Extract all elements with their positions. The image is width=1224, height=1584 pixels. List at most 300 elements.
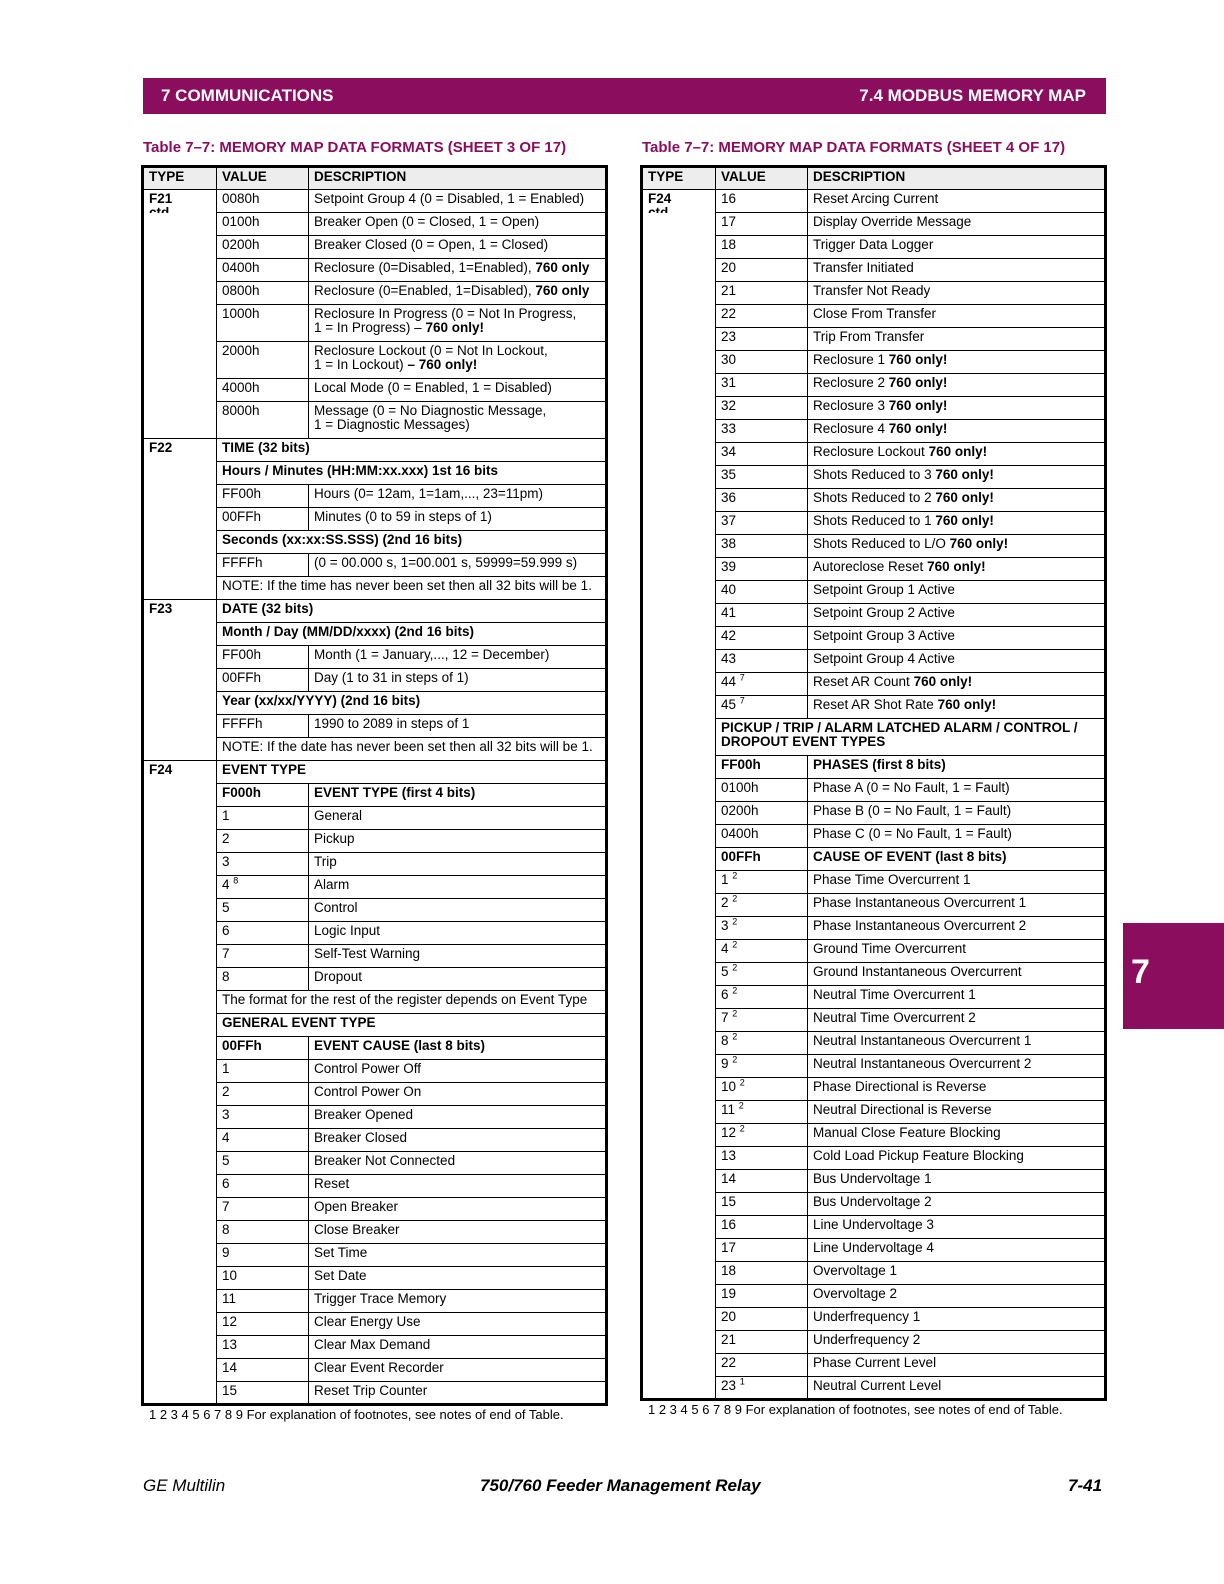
value-cell xyxy=(715,825,807,847)
value-text: 12 xyxy=(222,1314,238,1329)
description-cell xyxy=(807,673,1104,695)
type-cell xyxy=(643,940,715,963)
table-row xyxy=(144,342,605,379)
description-cell xyxy=(807,397,1104,419)
value-text: 38 xyxy=(721,536,737,551)
table-row xyxy=(144,485,605,508)
value-text: 0400h xyxy=(721,826,759,841)
table-row xyxy=(144,853,605,876)
type-cell xyxy=(144,508,216,531)
type-cell xyxy=(144,531,216,554)
table-row xyxy=(643,259,1104,282)
description-cell xyxy=(807,871,1104,893)
description-text: Underfrequency 2 xyxy=(813,1332,921,1347)
table-row xyxy=(643,650,1104,673)
description-cell xyxy=(308,1152,605,1174)
table-row xyxy=(144,577,605,600)
description-cell xyxy=(807,213,1104,235)
table-row xyxy=(144,1221,605,1244)
description-text: Neutral Current Level xyxy=(813,1378,942,1393)
type-cell xyxy=(643,259,715,282)
value-cell xyxy=(715,236,807,258)
description-text: Reclosure 4 xyxy=(813,421,889,436)
value-cell xyxy=(715,558,807,580)
type-cell xyxy=(144,1037,216,1060)
table-row xyxy=(144,1267,605,1290)
value-cell xyxy=(715,420,807,442)
value-text: 6 xyxy=(222,923,230,938)
table-row xyxy=(144,1336,605,1359)
type-cell xyxy=(643,917,715,940)
value-text: 0400h xyxy=(222,260,260,275)
table-row xyxy=(643,1170,1104,1193)
description-text: Control xyxy=(314,900,358,915)
note-760-only: 760 only! xyxy=(935,467,994,482)
type-cell xyxy=(643,963,715,986)
type-cell xyxy=(643,1216,715,1239)
type-cell xyxy=(643,1308,715,1331)
description-cell xyxy=(308,1106,605,1128)
value-text: 23 xyxy=(721,1378,737,1393)
type-cell xyxy=(643,236,715,259)
footnote-ref: 7 xyxy=(739,672,745,683)
footer-page-number: 7-41 xyxy=(1068,1476,1103,1495)
type-cell: F24 xyxy=(643,190,715,213)
left-footnote: 1 2 3 4 5 6 7 8 9 For explanation of footnotes, see notes of end of Table. xyxy=(149,1407,564,1422)
type-cell xyxy=(643,535,715,558)
header-bar xyxy=(143,78,1106,114)
header-description: DESCRIPTION xyxy=(807,168,1104,189)
description-cell xyxy=(308,305,605,341)
footnote-ref: 7 xyxy=(739,695,745,706)
table-row xyxy=(144,439,605,462)
note-760-only: 760 only xyxy=(535,260,590,275)
description-text: Trigger Trace Memory xyxy=(314,1291,447,1306)
value-text: 18 xyxy=(721,1263,737,1278)
value-text: 00FFh xyxy=(721,849,761,864)
value-text: 4 xyxy=(222,1130,230,1145)
description-text: Alarm xyxy=(314,877,350,892)
description-text: Message (0 = No Diagnostic Message, 1 = Diagnostic Messages) xyxy=(314,403,547,432)
description-text: Neutral Instantaneous Overcurrent 1 xyxy=(813,1033,1032,1048)
description-cell xyxy=(308,1060,605,1082)
type-cell xyxy=(144,945,216,968)
value-text: FF00h xyxy=(721,757,761,772)
description-cell xyxy=(807,535,1104,557)
value-cell xyxy=(715,696,807,718)
table-row xyxy=(144,379,605,402)
table-row xyxy=(144,738,605,761)
table-row xyxy=(144,462,605,485)
table-row xyxy=(643,1216,1104,1239)
description-cell xyxy=(308,1129,605,1151)
value-text: 3 xyxy=(222,1107,230,1122)
table-row xyxy=(144,1382,605,1403)
value-cell xyxy=(216,1313,308,1335)
description-text: Phase C (0 = No Fault, 1 = Fault) xyxy=(813,826,1012,841)
description-cell xyxy=(807,986,1104,1008)
value-text: 00FFh xyxy=(222,670,262,685)
description-text: Reclosure Lockout xyxy=(813,444,929,459)
value-cell xyxy=(216,853,308,875)
description-cell xyxy=(308,259,605,281)
value-text: 12 xyxy=(721,1125,737,1140)
span-cell: NOTE: If the time has never been set then all 32 bits will be 1. xyxy=(216,577,605,599)
value-text: 8 xyxy=(222,969,230,984)
value-cell xyxy=(216,305,308,341)
type-cell xyxy=(144,1313,216,1336)
section-title: 7.4 MODBUS MEMORY MAP xyxy=(859,86,1086,105)
description-cell xyxy=(308,669,605,691)
description-text: Trigger Data Logger xyxy=(813,237,934,252)
description-cell xyxy=(308,646,605,668)
value-text: 19 xyxy=(721,1286,737,1301)
table-row xyxy=(144,236,605,259)
description-cell xyxy=(807,1101,1104,1123)
value-text: 5 xyxy=(721,964,729,979)
table-row xyxy=(144,600,605,623)
type-cell xyxy=(144,282,216,305)
type-cell xyxy=(144,853,216,876)
description-cell xyxy=(807,1055,1104,1077)
description-cell xyxy=(807,1124,1104,1146)
description-text: EVENT CAUSE (last 8 bits) xyxy=(314,1038,486,1053)
description-text: Setpoint Group 3 Active xyxy=(813,628,955,643)
span-cell: Month / Day (MM/DD/xxxx) (2nd 16 bits) xyxy=(216,623,605,645)
left-table xyxy=(141,165,608,1406)
table-row xyxy=(643,1032,1104,1055)
table-row xyxy=(144,1359,605,1382)
description-text: Overvoltage 2 xyxy=(813,1286,898,1301)
span-cell: DATE (32 bits) xyxy=(216,600,605,622)
table-row xyxy=(144,1152,605,1175)
type-cell xyxy=(144,669,216,692)
value-cell xyxy=(216,402,308,438)
description-text: Set Time xyxy=(314,1245,368,1260)
description-cell xyxy=(807,1170,1104,1192)
type-cell xyxy=(144,876,216,899)
type-cell xyxy=(144,1382,216,1403)
value-text: 42 xyxy=(721,628,737,643)
value-text: 36 xyxy=(721,490,737,505)
value-cell xyxy=(216,1244,308,1266)
table-row xyxy=(144,1106,605,1129)
description-text: Line Undervoltage 3 xyxy=(813,1217,934,1232)
value-cell xyxy=(216,968,308,990)
value-text: FF00h xyxy=(222,647,262,662)
description-cell xyxy=(807,779,1104,801)
description-text: Clear Energy Use xyxy=(314,1314,421,1329)
type-cell xyxy=(643,894,715,917)
footnote-ref: 2 xyxy=(732,985,738,996)
description-text: Reclosure In Progress (0 = Not In Progress, 1 = In Progress) – xyxy=(314,306,577,335)
type-cell xyxy=(643,802,715,825)
table-row xyxy=(144,213,605,236)
description-text: Reset xyxy=(314,1176,350,1191)
description-cell xyxy=(308,1382,605,1403)
value-text: 2000h xyxy=(222,343,260,358)
value-text: 20 xyxy=(721,260,737,275)
value-text: 4 xyxy=(721,941,729,956)
type-cell xyxy=(643,719,715,756)
description-text: Shots Reduced to 3 xyxy=(813,467,936,482)
description-text: Open Breaker xyxy=(314,1199,399,1214)
table-row xyxy=(643,466,1104,489)
description-cell xyxy=(308,784,605,806)
type-cell xyxy=(144,991,216,1014)
description-text: Setpoint Group 1 Active xyxy=(813,582,955,597)
value-text: 41 xyxy=(721,605,737,620)
table-row xyxy=(144,922,605,945)
table-row xyxy=(144,876,605,899)
value-cell xyxy=(216,1060,308,1082)
description-cell xyxy=(308,876,605,898)
value-cell xyxy=(715,512,807,534)
type-cell xyxy=(643,351,715,374)
value-cell xyxy=(715,1262,807,1284)
type-cell xyxy=(144,236,216,259)
value-cell xyxy=(216,554,308,576)
value-cell xyxy=(715,259,807,281)
value-cell xyxy=(715,986,807,1008)
right-footnote: 1 2 3 4 5 6 7 8 9 For explanation of footnotes, see notes of end of Table. xyxy=(648,1402,1063,1417)
value-cell xyxy=(715,1170,807,1192)
value-text: 39 xyxy=(721,559,737,574)
description-cell xyxy=(807,1354,1104,1376)
type-cell xyxy=(144,305,216,342)
type-cell xyxy=(643,466,715,489)
value-text: 18 xyxy=(721,237,737,252)
description-cell xyxy=(308,1313,605,1335)
value-text: 7 xyxy=(222,1199,230,1214)
value-text: 23 xyxy=(721,329,737,344)
table-row xyxy=(643,696,1104,719)
value-text: 45 xyxy=(721,697,737,712)
description-cell xyxy=(308,282,605,304)
description-cell xyxy=(308,236,605,258)
description-cell xyxy=(807,466,1104,488)
description-cell xyxy=(807,236,1104,258)
value-cell xyxy=(715,328,807,350)
value-text: 22 xyxy=(721,306,737,321)
description-text: Setpoint Group 2 Active xyxy=(813,605,955,620)
type-cell xyxy=(643,1193,715,1216)
description-cell xyxy=(807,802,1104,824)
description-cell xyxy=(807,848,1104,870)
header-value: VALUE xyxy=(216,168,308,189)
value-text: 1 xyxy=(222,808,230,823)
value-cell xyxy=(715,1354,807,1376)
description-text: Trip xyxy=(314,854,337,869)
value-cell xyxy=(715,1308,807,1330)
description-text: Reclosure 1 xyxy=(813,352,889,367)
type-cell xyxy=(144,1198,216,1221)
value-cell xyxy=(715,1101,807,1123)
description-text: Day (1 to 31 in steps of 1) xyxy=(314,670,469,685)
description-cell xyxy=(807,1285,1104,1307)
type-cell: F22 xyxy=(144,439,216,462)
type-cell xyxy=(643,512,715,535)
description-text: Neutral Time Overcurrent 2 xyxy=(813,1010,976,1025)
description-text: Breaker Not Connected xyxy=(314,1153,456,1168)
value-text: 7 xyxy=(222,946,230,961)
value-cell xyxy=(715,581,807,603)
value-text: 2 xyxy=(222,831,230,846)
table-row xyxy=(643,282,1104,305)
description-cell xyxy=(807,1032,1104,1054)
value-cell xyxy=(715,963,807,985)
type-cell xyxy=(643,374,715,397)
description-cell xyxy=(807,825,1104,847)
value-cell xyxy=(715,443,807,465)
value-cell xyxy=(216,784,308,806)
type-cell xyxy=(144,1152,216,1175)
description-text: Autoreclose Reset xyxy=(813,559,928,574)
table-row xyxy=(643,213,1104,236)
value-cell xyxy=(715,650,807,672)
table-row xyxy=(643,940,1104,963)
table-row xyxy=(144,1290,605,1313)
description-cell xyxy=(308,554,605,576)
description-text: Dropout xyxy=(314,969,363,984)
value-cell xyxy=(216,715,308,737)
value-text: 44 xyxy=(721,674,737,689)
description-text: Reset AR Shot Rate xyxy=(813,697,938,712)
type-cell xyxy=(144,1014,216,1037)
description-text: Neutral Directional is Reverse xyxy=(813,1102,992,1117)
type-cell xyxy=(144,1129,216,1152)
description-text: Local Mode (0 = Enabled, 1 = Disabled) xyxy=(314,380,552,395)
value-cell xyxy=(216,485,308,507)
description-cell xyxy=(308,190,605,212)
description-cell xyxy=(807,1239,1104,1261)
description-cell xyxy=(308,402,605,438)
value-cell xyxy=(715,1193,807,1215)
description-cell xyxy=(807,351,1104,373)
description-cell xyxy=(308,945,605,967)
table-row xyxy=(144,554,605,577)
type-cell xyxy=(144,554,216,577)
description-cell xyxy=(807,443,1104,465)
table-row xyxy=(144,1083,605,1106)
value-text: 6 xyxy=(222,1176,230,1191)
description-text: Hours (0= 12am, 1=1am,..., 23=11pm) xyxy=(314,486,543,501)
description-cell xyxy=(807,1216,1104,1238)
description-cell xyxy=(308,807,605,829)
value-text: 00FFh xyxy=(222,509,262,524)
type-cell xyxy=(643,779,715,802)
value-cell xyxy=(216,1267,308,1289)
value-text: FF00h xyxy=(222,486,262,501)
table-row xyxy=(144,1244,605,1267)
description-text: Line Undervoltage 4 xyxy=(813,1240,934,1255)
description-text: EVENT TYPE (first 4 bits) xyxy=(314,785,476,800)
type-cell xyxy=(643,1055,715,1078)
type-cell xyxy=(144,968,216,991)
value-cell xyxy=(216,669,308,691)
value-cell xyxy=(216,1382,308,1403)
span-cell: NOTE: If the date has never been set then all 32 bits will be 1. xyxy=(216,738,605,760)
span-cell: Year (xx/xx/YYYY) (2nd 16 bits) xyxy=(216,692,605,714)
table-row xyxy=(144,991,605,1014)
type-cell xyxy=(643,696,715,719)
type-cell xyxy=(643,604,715,627)
type-cell xyxy=(643,986,715,1009)
value-cell xyxy=(715,1055,807,1077)
table-row xyxy=(643,397,1104,420)
footnote-ref: 2 xyxy=(739,1077,745,1088)
note-760-only: 760 only! xyxy=(425,320,484,335)
description-text: Trip From Transfer xyxy=(813,329,925,344)
span-cell: TIME (32 bits) xyxy=(216,439,605,461)
value-cell xyxy=(216,213,308,235)
type-cell xyxy=(643,650,715,673)
note-760-only: 760 only! xyxy=(937,697,997,712)
type-cell xyxy=(643,581,715,604)
value-text: 11 xyxy=(222,1291,237,1306)
type-cell xyxy=(643,871,715,894)
value-text: 5 xyxy=(222,1153,230,1168)
description-text: Reclosure (0=Enabled, 1=Disabled), xyxy=(314,283,536,298)
span-cell: The format for the rest of the register depends on Event Type xyxy=(216,991,605,1013)
table-row xyxy=(643,1377,1104,1398)
description-cell xyxy=(807,489,1104,511)
value-text: 22 xyxy=(721,1355,737,1370)
description-text: Breaker Closed (0 = Open, 1 = Closed) xyxy=(314,237,549,252)
value-cell xyxy=(216,807,308,829)
type-cell xyxy=(144,623,216,646)
value-cell xyxy=(216,1336,308,1358)
type-cell xyxy=(144,213,216,236)
value-cell xyxy=(216,236,308,258)
value-text: 4000h xyxy=(222,380,260,395)
value-text: 16 xyxy=(721,191,737,206)
table-row xyxy=(643,512,1104,535)
value-text: 15 xyxy=(721,1194,737,1209)
table-row xyxy=(144,968,605,991)
value-cell xyxy=(715,1078,807,1100)
table-row xyxy=(643,328,1104,351)
value-text: 8 xyxy=(721,1033,729,1048)
description-cell xyxy=(308,715,605,737)
value-cell xyxy=(216,342,308,378)
description-text: Phase Directional is Reverse xyxy=(813,1079,987,1094)
table-row xyxy=(643,558,1104,581)
value-cell xyxy=(715,871,807,893)
value-text: 17 xyxy=(721,214,737,229)
footnote-ref: 2 xyxy=(732,939,738,950)
description-text: Control Power On xyxy=(314,1084,422,1099)
value-cell xyxy=(216,1083,308,1105)
header-value: VALUE xyxy=(715,168,807,189)
value-text: 3 xyxy=(222,854,230,869)
note-760-only: 760 only! xyxy=(888,398,948,413)
footnote-ref: 1 xyxy=(739,1376,745,1387)
value-cell xyxy=(216,1037,308,1059)
value-text: 00FFh xyxy=(222,1038,262,1053)
value-text: 37 xyxy=(721,513,737,528)
type-cell xyxy=(144,1290,216,1313)
value-cell xyxy=(715,848,807,870)
table-row xyxy=(643,673,1104,696)
footnote-ref: 8 xyxy=(233,875,239,886)
description-cell xyxy=(807,259,1104,281)
table-row xyxy=(144,508,605,531)
description-text: PHASES (first 8 bits) xyxy=(813,757,946,772)
description-text: Set Date xyxy=(314,1268,367,1283)
value-text: 40 xyxy=(721,582,737,597)
description-text: Clear Max Demand xyxy=(314,1337,431,1352)
